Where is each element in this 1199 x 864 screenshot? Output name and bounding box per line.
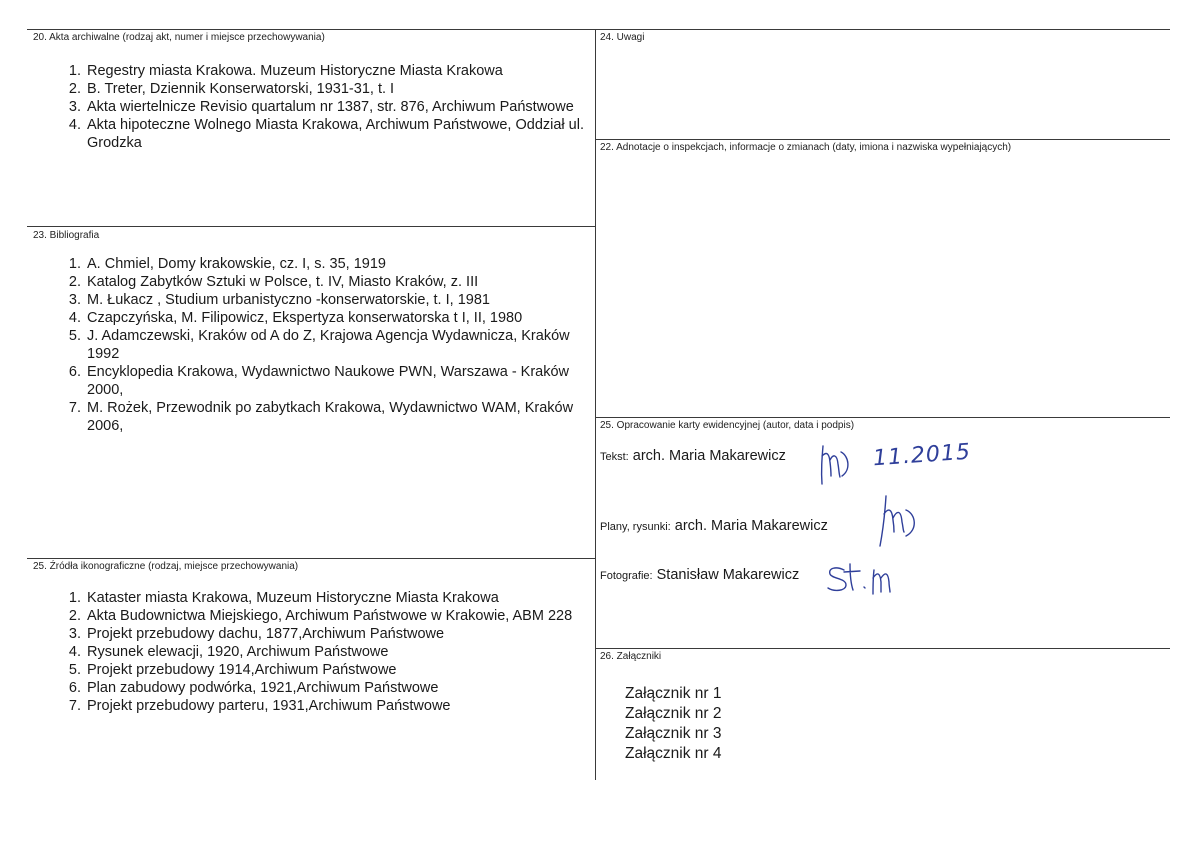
list-item: Załącznik nr 4 [625,745,722,762]
list-item: 4. Akta hipoteczne Wolnego Miasta Krakowa, Archiwum Państwowe, Oddział ul. Grodzka [85,116,605,152]
list-item: 5. J. Adamczewski, Kraków od A do Z, Krajowa Agencja Wydawnicza, Kraków 1992 [85,327,605,363]
inspection-notes-label: 22. Adnotacje o inspekcjach, informacje o zmianach (daty, imiona i nazwiska wypełniających) [600,142,1012,153]
divider-inspection-notes [595,139,1170,140]
attachments-label: 26. Załączniki [600,651,662,662]
top-border-right [595,29,1170,30]
list-item: 3. M. Łukacz , Studium urbanistyczno -konserwatorskie, t. I, 1981 [85,291,605,309]
list-item: 7. M. Rożek, Przewodnik po zabytkach Krakowa, Wydawnictwo WAM, Kraków 2006, [85,399,605,435]
list-item: 2. Katalog Zabytków Sztuki w Polsce, t. IV, Miasto Kraków, z. III [85,273,605,291]
list-item: 1. Kataster miasta Krakowa, Muzeum Historyczne Miasta Krakowa [85,589,605,607]
text-author-label: Tekst: [600,451,629,463]
iconographic-sources-list [33,589,605,715]
text-author-name: arch. Maria Makarewicz [632,448,786,464]
plans-author-label: Plany, rysunki: [600,521,671,533]
list-item: Załącznik nr 3 [625,725,722,742]
signature-st-m-photos [824,560,908,600]
list-item: Załącznik nr 2 [625,705,722,722]
list-item: 3. Projekt przebudowy dachu, 1877,Archiwum Państwowe [85,625,605,643]
divider-card-preparation [595,417,1170,418]
list-item: 4. Czapczyńska, M. Filipowicz, Ekspertyza konserwatorska t I, II, 1980 [85,309,605,327]
list-item: 3. Akta wiertelnicze Revisio quartalum nr 1387, str. 876, Archiwum Państwowe [85,98,605,116]
archival-records-list [33,62,605,152]
text-date-handwritten: 11.2015 [872,439,972,472]
photos-author-name: Stanisław Makarewicz [656,567,800,583]
signature-mm-text [814,440,864,492]
photos-author-label: Fotografie: [600,570,653,582]
bibliography-label: 23. Bibliografia [33,230,100,241]
divider-iconographic [27,558,595,559]
plans-author-name: arch. Maria Makarewicz [674,518,828,534]
archival-records-label: 20. Akta archiwalne (rodzaj akt, numer i miejsce przechowywania) [33,32,325,43]
list-item: 6. Encyklopedia Krakowa, Wydawnictwo Naukowe PWN, Warszawa - Kraków 2000, [85,363,605,399]
text-author-row [600,447,786,466]
list-item: 1. A. Chmiel, Domy krakowskie, cz. I, s. 35, 1919 [85,255,605,273]
photos-author-row [600,566,799,585]
card-preparation-label: 25. Opracowanie karty ewidencyjnej (autor, data i podpis) [600,420,855,431]
top-border-left [27,29,595,30]
divider-bibliography [27,226,595,227]
list-item: 5. Projekt przebudowy 1914,Archiwum Państwowe [85,661,605,679]
bibliography-list [33,255,605,435]
list-item: 7. Projekt przebudowy parteru, 1931,Archiwum Państwowe [85,697,605,715]
list-item: 1. Regestry miasta Krakowa. Muzeum Historyczne Miasta Krakowa [85,62,605,80]
plans-author-row [600,517,828,536]
iconographic-sources-label: 25. Źródła ikonograficzne (rodzaj, miejsce przechowywania) [33,561,299,572]
list-item: 2. B. Treter, Dziennik Konserwatorski, 1931-31, t. I [85,80,605,98]
remarks-label: 24. Uwagi [600,32,645,43]
list-item: 4. Rysunek elewacji, 1920, Archiwum Państwowe [85,643,605,661]
attachments-list [625,684,721,764]
divider-attachments [595,648,1170,649]
list-item: 6. Plan zabudowy podwórka, 1921,Archiwum Państwowe [85,679,605,697]
list-item: 2. Akta Budownictwa Miejskiego, Archiwum Państwowe w Krakowie, ABM 228 [85,607,605,625]
list-item: Załącznik nr 1 [625,685,722,702]
signature-mm-plans [872,492,930,550]
